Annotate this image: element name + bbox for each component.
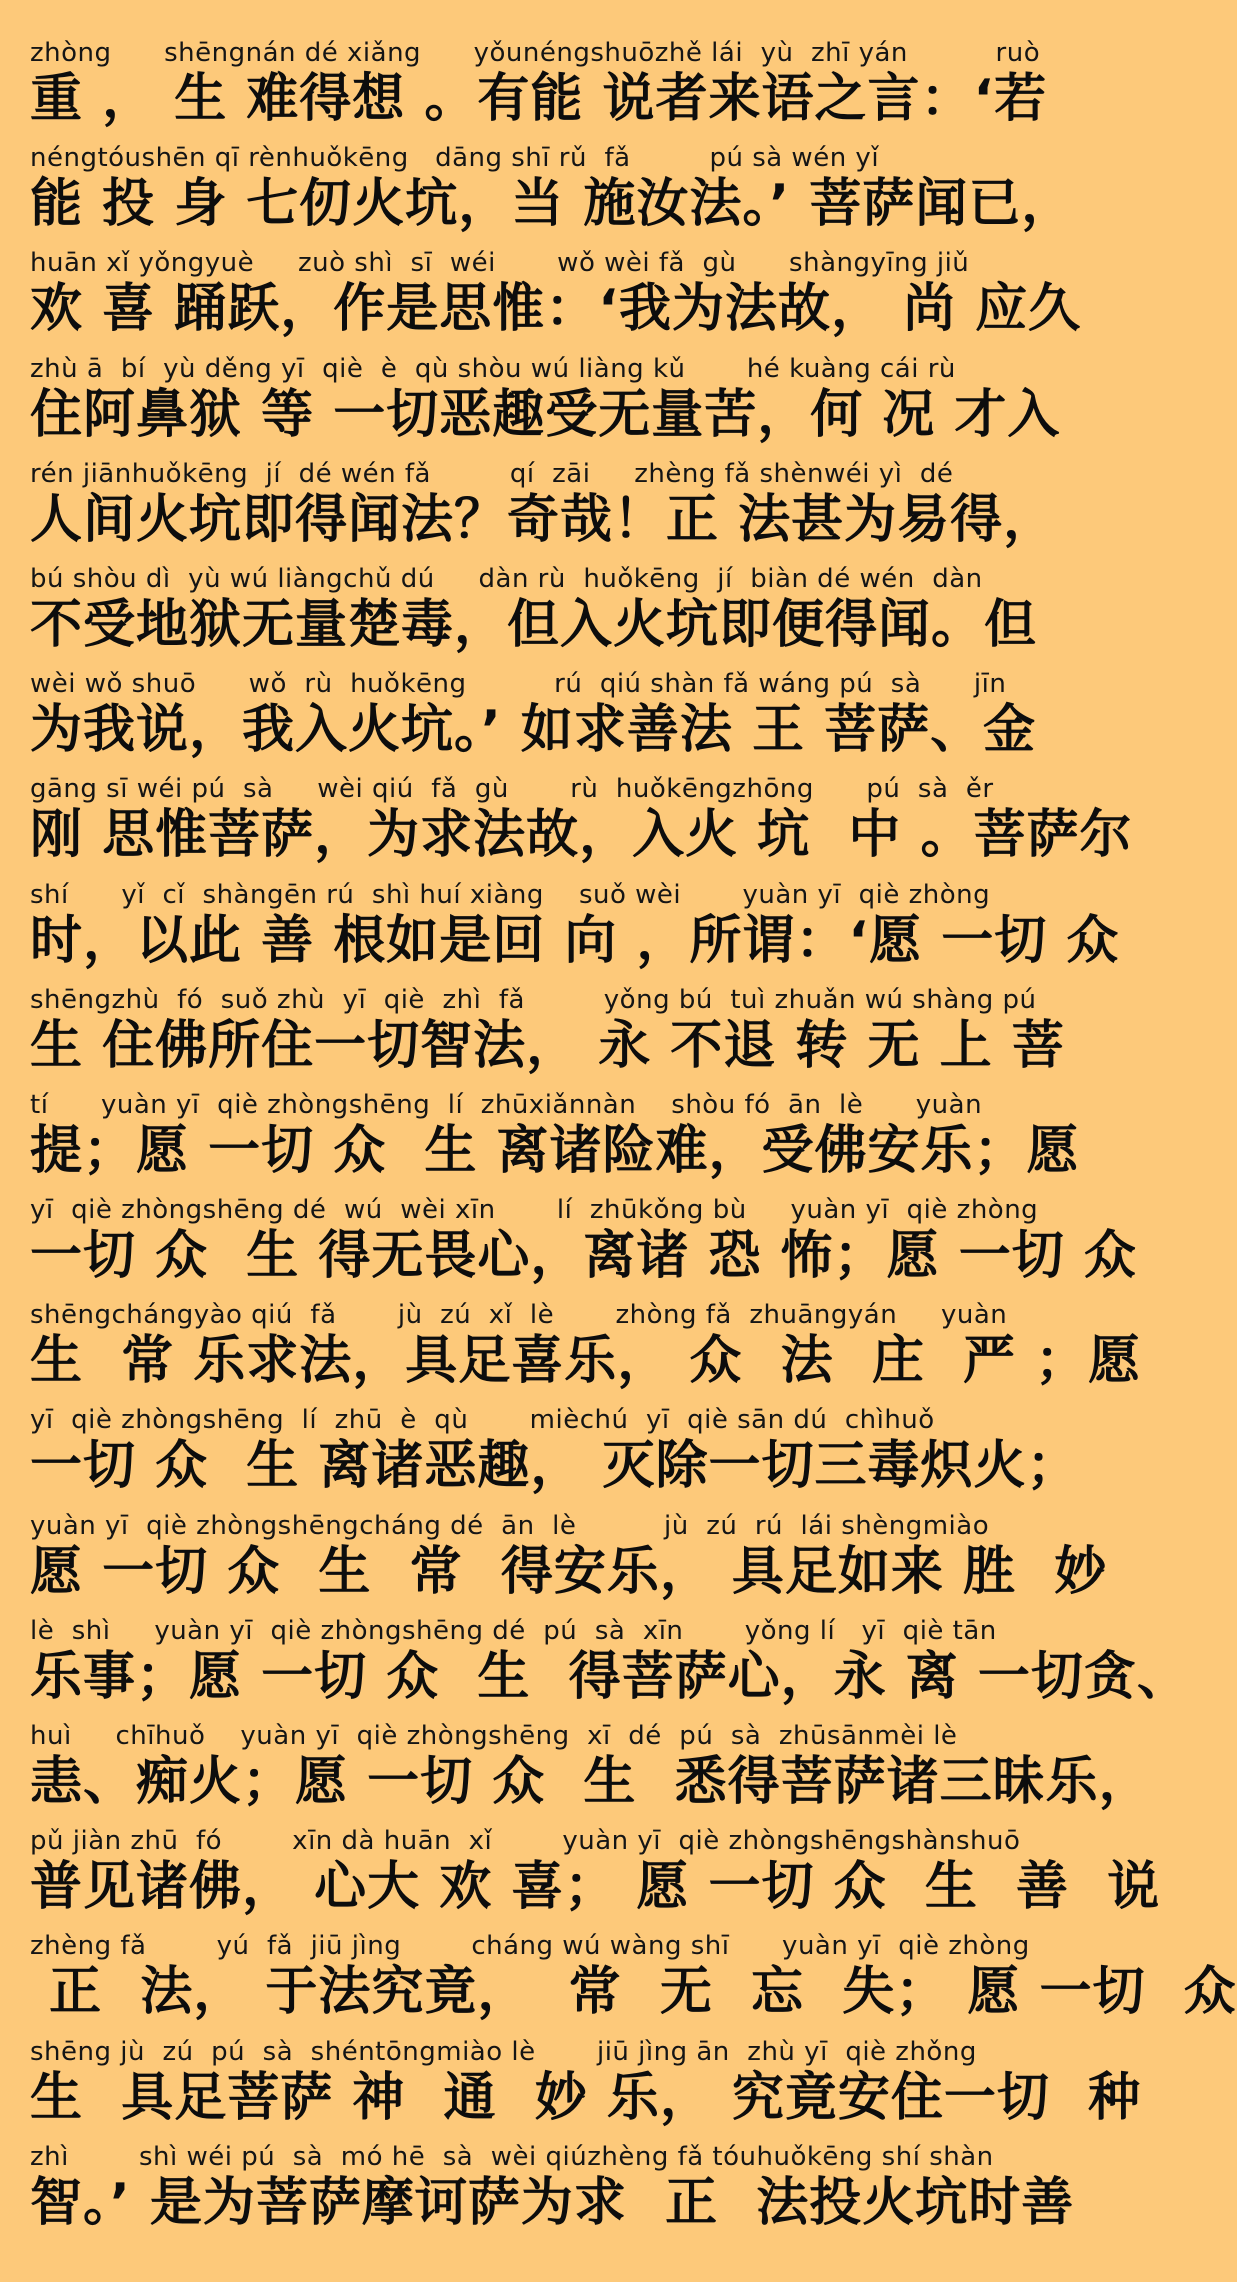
text-line [30, 1615, 1190, 1721]
chinese-text: 正 法， 于法究竟， 常 无 忘 失； 愿 一切 众 [30, 1962, 1237, 2023]
text-line [30, 564, 1050, 669]
text-line [30, 1931, 1237, 2036]
text-line [30, 2141, 1075, 2247]
text-line [30, 1510, 1108, 1616]
pinyin-annotation: tí yuàn yī qiè zhòngshēng lí zhūxiǎnnàn shòu fó ān lè yuàn [30, 1089, 983, 1120]
text-line [30, 1826, 1161, 1931]
pinyin-annotation: rén jiānhuǒkēng jí dé wén fǎ qí zāi zhèng fǎ shènwéi yì dé [30, 458, 954, 489]
text-line [30, 1721, 1152, 1826]
text-line [30, 143, 1075, 248]
text-line [30, 1195, 1137, 1300]
pinyin-annotation: zhù ā bí yù děng yī qiè è qù shòu wú liàng kǔ hé kuàng cái rù [30, 353, 956, 384]
text-line [30, 248, 1082, 353]
text-line [30, 1300, 1142, 1405]
chinese-text: 生 常 乐求法，具足喜乐， 众 法 庄 严 ；愿 [30, 1331, 1142, 1392]
chinese-text: 乐事；愿 一切 众 生 得菩萨心，永 离 一切贪、 [30, 1646, 1190, 1707]
chinese-text: 生 住佛所住一切智法， 永 不退 转 无 上 菩 [30, 1015, 1065, 1076]
pinyin-annotation: yī qiè zhòngshēng dé wú wèi xīn lí zhūkǒng bù yuàn yī qiè zhòng [30, 1195, 1039, 1226]
chinese-text: 愿 一切 众 生 常 得安乐， 具足如来 胜 妙 [30, 1541, 1108, 1602]
chinese-text: 恚、痴火；愿 一切 众 生 悉得菩萨诸三昧乐， [30, 1752, 1152, 1812]
chinese-text: 提；愿 一切 众 生 离诸险难，受佛安乐；愿 [30, 1120, 1080, 1181]
chinese-text: 能 投 身 七仞火坑，当 施汝法。’ 菩萨闻已， [30, 174, 1075, 235]
text-line [30, 2036, 1142, 2142]
pinyin-annotation: yī qiè zhòngshēng lí zhū è qù mièchú yī qiè sān dú chìhuǒ [30, 1405, 935, 1436]
text-line [30, 38, 1050, 143]
pinyin-annotation: zhòng shēngnán dé xiǎng yǒunéngshuōzhě lái yù zhī yán ruò [30, 38, 1041, 68]
chinese-text: 生 具足菩萨 神 通 妙 乐， 究竟安住一切 种 [30, 2067, 1142, 2128]
pinyin-annotation: gāng sī wéi pú sà wèi qiú fǎ gù rù huǒkēngzhōng pú sà ěr [30, 774, 994, 805]
text-line [30, 984, 1065, 1090]
pinyin-annotation: shēngchángyào qiú fǎ jù zú xǐ lè zhòng fǎ zhuāngyán yuàn [30, 1300, 1008, 1331]
text-line [30, 774, 1133, 879]
pinyin-annotation: shēng jù zú pú sà shéntōngmiào lè jiū jìng ān zhù yī qiè zhǒng [30, 2036, 977, 2067]
text-line [30, 353, 1061, 459]
chinese-text: 智。’ 是为菩萨摩诃萨为求 正 法投火坑时善 [30, 2172, 1075, 2233]
text-line [30, 1405, 1080, 1510]
pinyin-annotation: bú shòu dì yù wú liàngchǔ dú dàn rù huǒkēng jí biàn dé wén dàn [30, 563, 983, 594]
chinese-text: 普见诸佛， 心大 欢 喜； 愿 一切 众 生 善 说 [30, 1857, 1161, 1918]
pinyin-annotation: yuàn yī qiè zhòngshēngcháng dé ān lè jù zú rú lái shèngmiào [30, 1510, 990, 1541]
chinese-text: 一切 众 生 得无畏心，离诸 恐 怖；愿 一切 众 [30, 1226, 1137, 1287]
pinyin-annotation: huān xǐ yǒngyuè zuò shì sī wéi wǒ wèi fǎ gù shàngyīng jiǔ [30, 248, 970, 279]
chinese-text: 重 ， 生 难得想 。有能 说者来语之言：‘若 [30, 69, 1048, 129]
chinese-text: 欢 喜 踊跃，作是思惟：‘我为法故， 尚 应久 [30, 279, 1082, 340]
pinyin-annotation: pǔ jiàn zhū fó xīn dà huān xǐ yuàn yī qiè zhòngshēngshànshuō [30, 1826, 1021, 1857]
pinyin-annotation: shí yǐ cǐ shàngēn rú shì huí xiàng suǒ wèi yuàn yī qiè zhòng [30, 879, 991, 910]
text-line [30, 669, 1050, 774]
chinese-text: 不受地狱无量楚毒，但入火坑即便得闻。但 [30, 594, 1038, 655]
chinese-text: 住阿鼻狱 等 一切恶趣受无量苦，何 况 才入 [30, 384, 1061, 445]
pinyin-annotation: lè shì yuàn yī qiè zhòngshēng dé pú sà xīn yǒng lí yī qiè tān [30, 1615, 997, 1646]
pinyin-annotation: huì chīhuǒ yuàn yī qiè zhòngshēng xī dé pú sà zhūsānmèi lè [30, 1721, 958, 1751]
chinese-text: 时，以此 善 根如是回 向 ，所谓：‘愿 一切 众 [30, 910, 1120, 971]
text-line [30, 1089, 1080, 1195]
pinyin-annotation: wèi wǒ shuō wǒ rù huǒkēng rú qiú shàn fǎ wáng pú sà jīn [30, 669, 1007, 700]
chinese-text: 一切 众 生 离诸恶趣， 灭除一切三毒炽火； [30, 1436, 1080, 1497]
pinyin-annotation: zhèng fǎ yú fǎ jiū jìng cháng wú wàng shī yuàn yī qiè zhòng [30, 1931, 1030, 1962]
chinese-text: 为我说，我入火坑。’ 如求善法 王 菩萨、金 [30, 700, 1037, 761]
text-line [30, 458, 1057, 564]
chinese-text: 人间火坑即得闻法？奇哉！正 法甚为易得， [30, 489, 1057, 550]
pinyin-annotation: néngtóushēn qī rènhuǒkēng dāng shī rǔ fǎ pú sà wén yǐ [30, 143, 880, 174]
text-line [30, 879, 1120, 985]
pinyin-annotation: zhì shì wéi pú sà mó hē sà wèi qiúzhèng fǎ tóuhuǒkēng shí shàn [30, 2141, 994, 2172]
pinyin-annotation: shēngzhù fó suǒ zhù yī qiè zhì fǎ yǒng bú tuì zhuǎn wú shàng pú [30, 984, 1037, 1015]
chinese-text: 刚 思惟菩萨，为求法故，入火 坑 中 。菩萨尔 [30, 805, 1133, 866]
